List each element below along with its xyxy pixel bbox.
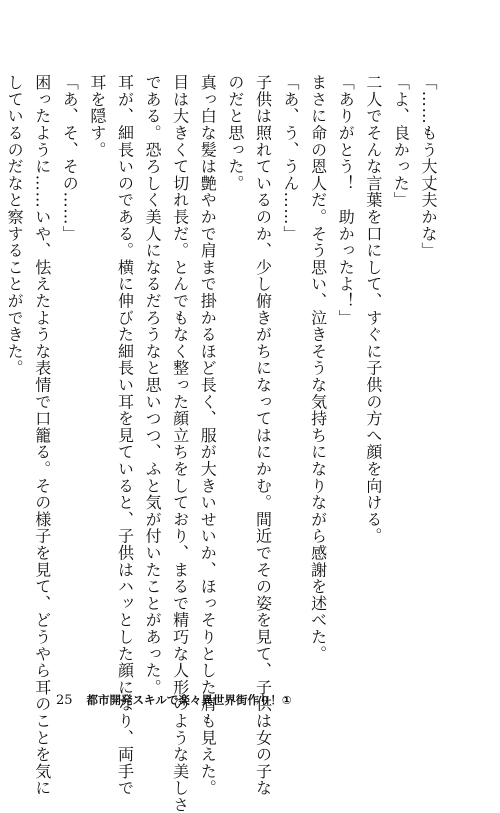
text-line: 「……もう大丈夫かな」	[419, 74, 438, 259]
text-line: 二人でそんな言葉を口にして、すぐに子供の方へ顔を向ける。	[363, 74, 383, 545]
text-line	[0, 74, 1, 676]
text-line: 真っ白な髪は艶やかで肩まで掛かるほど長く、服が大きいせいか、ほっそりとした肩も見えた。	[198, 74, 218, 797]
text-line: 「ありがとう！ 助かったよ！」	[336, 74, 356, 326]
text-line: 「あ、う、うん……」	[281, 74, 301, 242]
text-line: 耳が、細長いのである。横に伸びた細長い耳を見ていると、子供はハッとした顔になり、両手で	[115, 74, 135, 797]
text-line: 目は大きくて切れ長だ。とんでもなく整った顔立ちをしており、まるで精巧な人形のような美しさ	[170, 74, 190, 813]
text-line: である。恐ろしく美人になるだろうなと思いつつ、ふと気が付いたことがあった。	[143, 74, 163, 696]
text-line: 耳を隠す。	[87, 74, 107, 158]
running-title: 都市開発スキルで楽々異世界街作り！①	[86, 693, 292, 707]
text-line: 困ったように……いや、怯えたような表情で口籠る。その様子を見て、どうやら耳のことを気に	[32, 74, 52, 797]
page-number: 25	[56, 693, 73, 708]
text-line: 「あ、そ、その……」	[60, 74, 80, 242]
text-line: まさに命の恩人だ。そう思い、泣きそうな気持ちになりながら感謝を述べた。	[308, 74, 328, 662]
text-line: 子供は照れているのか、少し俯きがちになってはにかむ。間近でその姿を見て、子供は女の子な	[253, 74, 273, 797]
text-line: 「よ、良かった」	[391, 74, 411, 209]
text-line: しているのだなと察することができた。	[5, 74, 25, 377]
page-footer	[56, 692, 292, 708]
text-line: のだと思った。	[225, 74, 245, 192]
